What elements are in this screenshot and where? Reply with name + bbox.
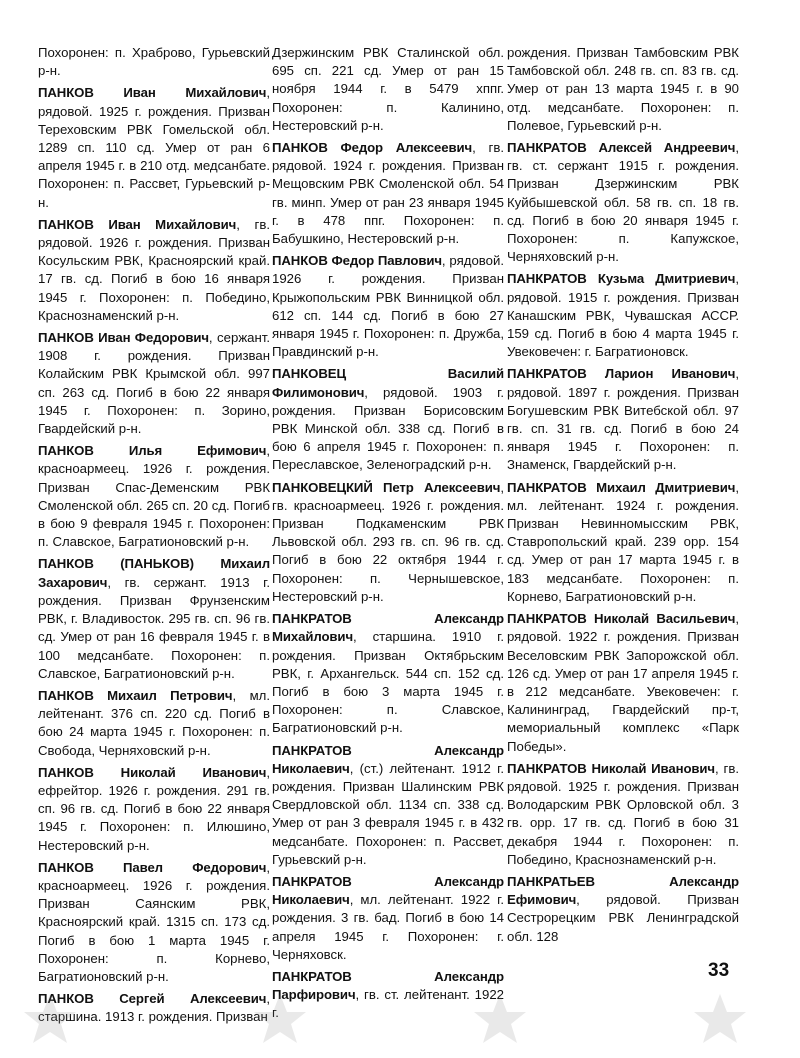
entry-continuation — [507, 44, 739, 135]
entry — [272, 479, 504, 606]
entry-text: , гв. рядовой. 1924 г. рождения. Призван Мещовским РВК Смоленской обл. 54 гв. минп. Умер от ран 23 января 1945 г. в 478 ппг. Похоронен: п. Бабушкино, Нестеровский р-н. — [272, 140, 504, 247]
entry-name: ПАНКОВ Илья Ефимович — [38, 443, 267, 459]
entry-text: рождения. Призван Тамбовским РВК Тамбовской обл. 248 гв. сп. 83 гв. сд. Умер от ран 13 марта 1945 г. в 90 отд. медсанбате. Похоронен: п. Полевое, Гурьевский р-н. — [507, 45, 739, 133]
entry — [38, 442, 270, 551]
entry-name: ПАНКРАТОВ Александр Парфирович — [272, 968, 504, 1003]
entry — [272, 139, 504, 248]
entry-name: ПАНКОВ Михаил Петрович — [38, 687, 233, 703]
entry-name: ПАНКОВ Иван Михайлович — [38, 216, 237, 232]
entry — [507, 610, 739, 756]
entry — [272, 873, 504, 964]
entry-text: , рядовой. 1922 г. рождения. Призван Веселовским РВК Запорожской обл. 126 сд. Умер от ран 17 апреля 1945 г. в 212 медсанбате. Увековечен: г. Калининград, Гвардейский пр-т, мемориальный комплекс «Парк Победы». — [507, 611, 739, 754]
entry-name: ПАНКОВ Павел Федорович — [38, 859, 267, 875]
entry — [507, 760, 739, 869]
entry — [507, 365, 739, 474]
entry-text: Похоронен: п. Храброво, Гурьевский р-н. — [38, 45, 270, 79]
star-watermark-icon — [690, 990, 750, 1050]
entry-name: ПАНКОВ Николай Иванович — [38, 764, 267, 780]
entry — [507, 139, 739, 266]
entry-name: ПАНКОВ Федор Алексеевич — [272, 140, 473, 156]
entry-text: , рядовой. 1926 г. рождения. Призван Крыжопольским РВК Винницкой обл. 612 сп. 144 сд. Погиб в бою 27 января 1945 г. Похоронен: п. Дружба, Правдинский р-н. — [272, 253, 504, 360]
entry-name: ПАНКРАТОВ Ларион Иванович — [507, 366, 736, 382]
entry — [38, 216, 270, 325]
entry — [272, 968, 504, 1023]
entry — [272, 252, 504, 361]
entry-text: , гв. ст. лейтенант. 1922 г. — [272, 987, 504, 1021]
entry-text: , рядовой. 1897 г. рождения. Призван Богушевским РВК Витебской обл. 97 гв. сп. 31 гв. сд. Погиб в бою 24 января 1945 г. Похоронен: п. Знаменск, Гвардейский р-н. — [507, 366, 739, 473]
entry-continuation — [272, 44, 504, 135]
entry — [507, 270, 739, 361]
entry-name: ПАНКОВ Федор Павлович — [272, 253, 442, 269]
entry-text: , старшина. 1913 г. рождения. Призван — [38, 991, 270, 1025]
entry-text: , красноармеец. 1926 г. рождения. Призван Спас-Деменским РВК Смоленской обл. 265 сп. 20 сд. Погиб в бою 9 февраля 1945 г. Похоронен: п. Славское, Багратионовский р-н. — [38, 443, 270, 550]
column-2 — [272, 44, 504, 1027]
column-3 — [507, 44, 739, 950]
entry-name: ПАНКОВ Иван Федорович — [38, 330, 209, 346]
entry-name: ПАНКОВ (ПАНЬКОВ) Михаил Захарович — [38, 556, 270, 590]
entry-text: , гв. сержант. 1913 г. рождения. Призван Фрунзенским РВК, г. Владивосток. 295 гв. сп. 96 гв. сд. Умер от ран 16 февраля 1945 г. в 100 медсанбате. Похоронен: п. Славское, Багратионовский р-н. — [38, 574, 270, 681]
entry-name: ПАНКРАТОВ Николай Васильевич — [507, 611, 736, 627]
entry-text: , сержант. 1908 г. рождения. Призван Колайским РВК Крымской обл. 997 сп. 263 сд. Погиб в бою 22 января 1945 г. Похоронен: п. Зорино, Гвардейский р-н. — [38, 330, 270, 437]
entry-text: , рядовой. 1903 г. рождения. Призван Борисовским РВК Минской обл. 338 сд. Погиб в бою 6 апреля 1945 г. Похоронен: п. Переславское, Зеленоградский р-н. — [272, 384, 504, 473]
entry-text: , ефрейтор. 1926 г. рождения. 291 гв. сп. 96 гв. сд. Погиб в бою 22 января 1945 г. Похоронен: п. Илюшино, Нестеровский р-н. — [38, 764, 270, 853]
entry — [38, 859, 270, 986]
entry-text: Дзержинским РВК Сталинской обл. 695 сп. 221 сд. Умер от ран 15 ноября 1944 г. в 5479 хппг. Похоронен: п. Калинино, Нестеровский р-н. — [272, 45, 504, 133]
entry-name: ПАНКОВ Иван Михайлович — [38, 85, 267, 101]
entry-text: , (ст.) лейтенант. 1912 г. рождения. Призван Шалинским РВК Свердловской обл. 1134 сп. 338 сд. Умер от ран 3 февраля 1945 г. в 432 медсанбате. Похоронен: п. Рассвет, Гурьевский р-н. — [272, 760, 504, 867]
entry-name: ПАНКРАТОВ Николай Иванович — [507, 760, 715, 776]
entry — [272, 610, 504, 737]
entry-text: , мл. лейтенант. 376 сп. 220 сд. Погиб в бою 24 марта 1945 г. Похоронен: п. Свобода, Черняховский р-н. — [38, 687, 270, 758]
entry-text: , гв. рядовой. 1925 г. рождения. Призван Володарским РВК Орловской обл. 3 гв. орр. 17 гв. сд. Погиб в бою 31 декабря 1944 г. Похоронен: п. Победино, Краснознаменский р-н. — [507, 760, 739, 867]
entry-text: , мл. лейтенант. 1922 г. рождения. 3 гв. бад. Погиб в бою 14 апреля 1945 г. Похоронен: г. Черняховск. — [272, 892, 504, 962]
entry-text: , гв. красноармеец. 1926 г. рождения. Призван Подкаменским РВК Львовской обл. 293 гв. сп. 96 гв. сд. Погиб в бою 22 октября 1944 г. Похоронен: п. Чернышевское, Нестеровский р-н. — [272, 479, 504, 604]
entry-text: , красноармеец. 1926 г. рождения. Призван Саянским РВК, Красноярский край. 1315 сп. 173 сд. Погиб в бою 1 марта 1945 г. Похоронен: п. Корнево, Багратионовский р-н. — [38, 859, 270, 984]
entry-name: ПАНКОВЕЦКИЙ Петр Алексеевич — [272, 479, 501, 495]
entry — [507, 479, 739, 606]
entry-name: ПАНКРАТОВ Михаил Дмитриевич — [507, 479, 736, 495]
column-1 — [38, 44, 270, 1031]
entry — [272, 365, 504, 474]
entry-text: , рядовой. Призван Сестрорецким РВК Ленинградской обл. 128 — [507, 892, 739, 944]
entry-name: ПАНКРАТОВ Александр Николаевич — [272, 873, 504, 908]
entry-text: , гв. ст. сержант 1915 г. рождения. Призван Дзержинским РВК Куйбышевской обл. 58 гв. сп. 18 гв. сд. Погиб в бою 20 января 1945 г. Похоронен: п. Капужское, Черняховский р-н. — [507, 140, 739, 265]
entry-name: ПАНКРАТЬЕВ Александр Ефимович — [507, 873, 739, 908]
entry-name: ПАНКРАТОВ Кузьма Дмитриевич — [507, 271, 736, 287]
entry-text: , старшина. 1910 г. рождения. Призван Октябрьским РВК, г. Архангельск. 544 сп. 152 сд. Погиб в бою 3 марта 1945 г. Похоронен: п. Славское, Багратионовский р-н. — [272, 629, 504, 736]
entry — [38, 990, 270, 1026]
entry-text: , рядовой. 1915 г. рождения. Призван Канашским РВК, Чувашская АССР. 159 сд. Погиб в бою 4 марта 1945 г. Увековечен: г. Багратионовск. — [507, 271, 739, 360]
entry-name: ПАНКРАТОВ Александр Михайлович — [272, 611, 504, 645]
entry — [507, 873, 739, 946]
entry-text: , мл. лейтенант. 1924 г. рождения. Призван Невинномысским РВК, Ставропольский край. 239 орр. 154 сд. Умер от ран 17 марта 1945 г. в 183 медсанбате. Похоронен: п. Корнево, Багратионовский р-н. — [507, 479, 739, 604]
entry-name: ПАНКРАТОВ Александр Николаевич — [272, 742, 504, 776]
page-number: 33 — [708, 960, 730, 981]
entry-text: , гв. рядовой. 1926 г. рождения. Призван Косульским РВК, Красноярский край. 17 гв. сд. Погиб в бою 16 января 1945 г. Похоронен: п. Победино, Краснознаменский р-н. — [38, 216, 270, 323]
entry — [38, 764, 270, 855]
entry-name: ПАНКРАТОВ Алексей Андреевич — [507, 140, 736, 156]
entry-text: , рядовой. 1925 г. рождения. Призван Тереховским РВК Гомельской обл. 1289 сп. 110 сд. Умер от ран 6 апреля 1945 г. в 210 отд. медсанбате. Похоронен: п. Рассвет, Гурьевский р-н. — [38, 85, 270, 210]
entry-name: ПАНКОВЕЦ Василий Филимонович — [272, 366, 504, 400]
entry — [272, 742, 504, 869]
entry-continuation — [38, 44, 270, 80]
entry-name: ПАНКОВ Сергей Алексеевич — [38, 991, 267, 1007]
entry — [38, 84, 270, 211]
entry — [38, 329, 270, 438]
entry — [38, 687, 270, 760]
entry — [38, 555, 270, 682]
